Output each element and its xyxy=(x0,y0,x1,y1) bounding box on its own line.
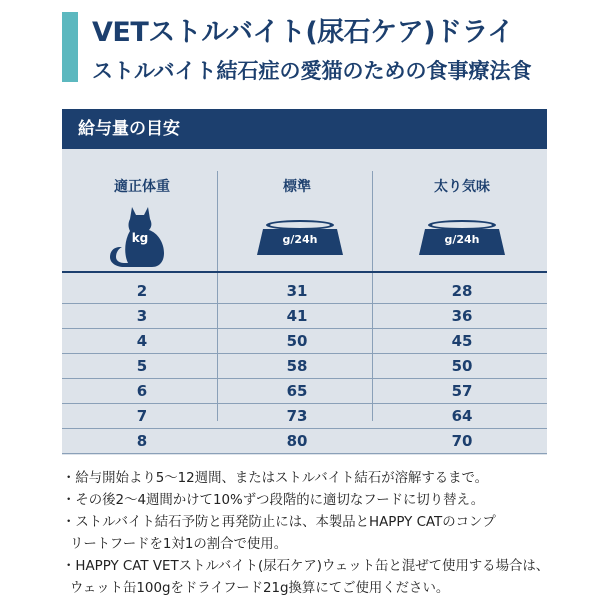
standard-amount-cell: 58 xyxy=(286,357,308,375)
overweight-amount-cell: 57 xyxy=(451,382,473,400)
overweight-amount-cell: 70 xyxy=(451,432,473,450)
overweight-amount-cell: 64 xyxy=(451,407,473,425)
table-row xyxy=(62,429,547,454)
bowl-label: g/24h xyxy=(444,233,480,246)
bowl-label: g/24h xyxy=(282,233,318,246)
overweight-amount-cell: 50 xyxy=(451,357,473,375)
weight-cell: 5 xyxy=(136,357,148,375)
cat-icon xyxy=(102,201,172,273)
overweight-amount-cell: 28 xyxy=(451,282,473,300)
table-row xyxy=(62,329,547,354)
note-line: ・その後2～4週間かけて10%ずつ段階的に適切なフードに切り替え。 xyxy=(62,493,485,508)
notes-list xyxy=(62,468,582,600)
standard-amount-cell: 80 xyxy=(286,432,308,450)
bowl-icon xyxy=(417,219,507,265)
table-row xyxy=(62,404,547,429)
note-line: ・ストルバイト結石予防と再発防止には、本製品とHAPPY CATのコンプ xyxy=(62,515,496,530)
feeding-table xyxy=(62,149,547,455)
note-line: ウェット缶100gをドライフード21g換算にてご使用ください。 xyxy=(70,581,450,596)
table-row xyxy=(62,379,547,404)
weight-cell: 2 xyxy=(136,282,148,300)
note-line: ・給与開始より5～12週間、またはストルバイト結石が溶解するまで。 xyxy=(62,471,489,486)
product-title: VETストルバイト(尿石ケア)ドライ xyxy=(92,17,514,48)
weight-cell: 3 xyxy=(136,307,148,325)
section-heading: 給与量の目安 xyxy=(62,109,547,149)
table-row xyxy=(62,304,547,329)
overweight-amount-cell: 45 xyxy=(451,332,473,350)
note-line: リートフードを1対1の割合で使用。 xyxy=(70,537,288,552)
weight-cell: 7 xyxy=(136,407,148,425)
note-line: ・HAPPY CAT VETストルバイト(尿石ケア)ウェット缶と混ぜて使用する場合は、 xyxy=(62,559,550,574)
standard-amount-cell: 31 xyxy=(286,282,308,300)
column-header-overweight: 太り気味 xyxy=(434,179,490,195)
standard-amount-cell: 41 xyxy=(286,307,308,325)
weight-cell: 8 xyxy=(136,432,148,450)
standard-amount-cell: 50 xyxy=(286,332,308,350)
weight-cell: 6 xyxy=(136,382,148,400)
weight-unit-label: kg xyxy=(131,231,149,245)
standard-amount-cell: 73 xyxy=(286,407,308,425)
product-subtitle: ストルバイト結石症の愛猫のための食事療法食 xyxy=(92,59,532,83)
title-accent-bar xyxy=(62,12,78,82)
column-header-standard: 標準 xyxy=(283,179,311,195)
weight-cell: 4 xyxy=(136,332,148,350)
table-row xyxy=(62,279,547,304)
bowl-icon xyxy=(255,219,345,265)
table-header-divider xyxy=(62,271,547,273)
column-header-weight: 適正体重 xyxy=(114,179,170,195)
overweight-amount-cell: 36 xyxy=(451,307,473,325)
table-row xyxy=(62,354,547,379)
standard-amount-cell: 65 xyxy=(286,382,308,400)
